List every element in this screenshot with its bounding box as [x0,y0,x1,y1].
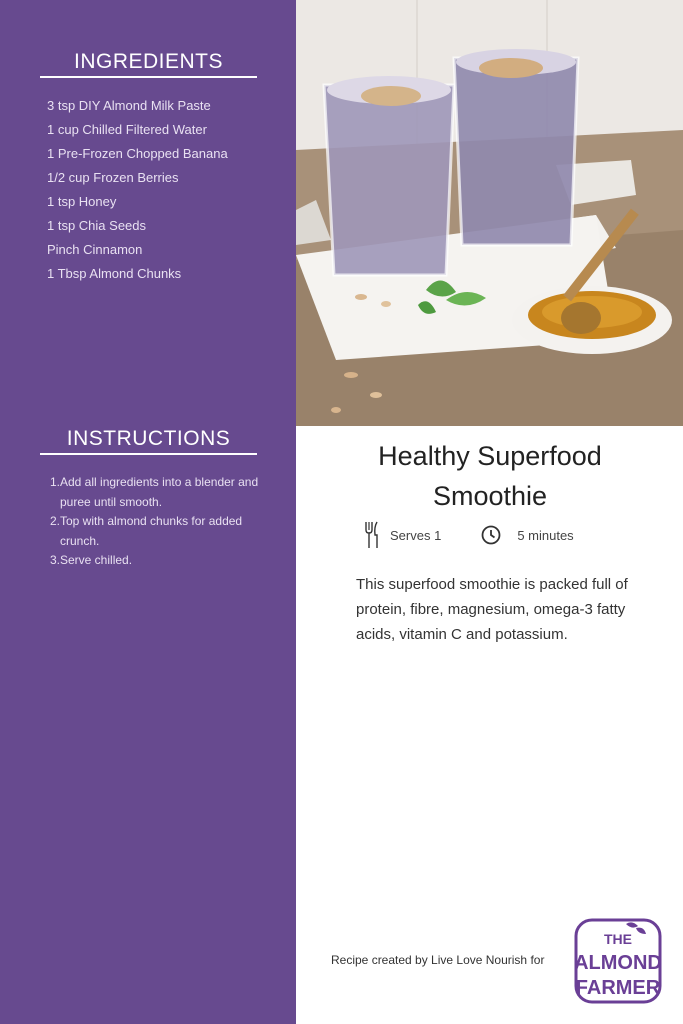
ingredient-item: 1 tsp Chia Seeds [47,218,147,233]
ingredients-divider [40,76,257,78]
instruction-step [50,551,260,571]
ingredient-item: 1 Tbsp Almond Chunks [47,266,182,281]
recipe-title [320,436,660,516]
fork-knife-icon [364,521,380,549]
ingredients-list [47,94,228,286]
instruction-step [50,473,260,512]
step-text: Add all ingredients into a blender and puree until smooth. [60,475,259,509]
time-info [481,525,573,545]
ingredient-item: 1 cup Chilled Filtered Water [47,122,207,137]
ingredients-heading: INGREDIENTS [73,50,223,73]
clock-icon [481,525,501,545]
sidebar-panel [0,0,296,1024]
recipe-credit: Recipe created by Live Love Nourish for [331,953,545,967]
ingredient-item: 1 tsp Honey [47,194,117,209]
step-text: Serve chilled. [60,553,133,567]
almond-farmer-logo-mark [574,918,662,1004]
almond-farmer-logo [574,918,662,1009]
recipe-meta [364,519,574,551]
instructions-list [50,473,260,571]
serves-info [364,521,441,549]
logo-line1: THE [604,931,632,947]
ingredient-item: 1 Pre-Frozen Chopped Banana [47,146,228,161]
ingredient-item: Pinch Cinnamon [47,242,143,257]
ingredient-item: 3 tsp DIY Almond Milk Paste [47,98,211,113]
step-number: 1. [50,475,61,489]
step-number: 3. [50,553,61,567]
instructions-divider [40,453,257,455]
recipe-description: This superfood smoothie is packed full of protein, fibre, magnesium, omega-3 fatty acids, vitamin C and potassium. [356,576,628,643]
smoothie-photo [296,0,683,426]
smoothie-illustration [296,0,683,426]
step-text: Top with almond chunks for added crunch. [60,514,243,548]
logo-line3: FARMER [575,977,661,999]
serves-text: Serves 1 [390,527,442,543]
step-number: 2. [50,514,61,528]
recipe-title-line2: Smoothie [432,481,548,511]
logo-line2: ALMOND [574,952,662,974]
recipe-title-line1: Healthy Superfood [378,441,602,471]
instruction-step [50,512,260,551]
ingredient-item: 1/2 cup Frozen Berries [47,170,179,185]
instructions-heading: INSTRUCTIONS [66,427,231,450]
time-text: 5 minutes [517,527,574,543]
